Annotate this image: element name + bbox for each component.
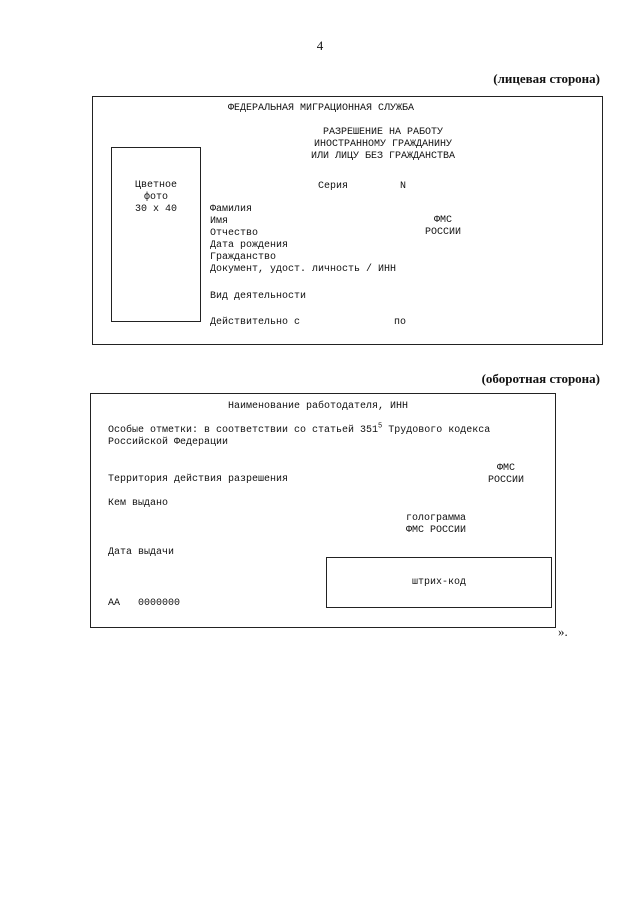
permit-title <box>293 127 473 163</box>
surname-field: Фамилия <box>210 204 253 215</box>
citizenship-field: Гражданство <box>210 252 277 263</box>
agency-title: ФЕДЕРАЛЬНАЯ МИГРАЦИОННАЯ СЛУЖБА <box>228 103 415 114</box>
employer-label: Наименование работодателя, ИНН <box>228 401 409 412</box>
fms-mark <box>418 215 468 239</box>
issued-by-label: Кем выдано <box>108 498 169 509</box>
barcode-box <box>326 557 552 608</box>
back-card <box>90 393 556 628</box>
photo-caption-line: 30 х 40 <box>134 204 177 215</box>
front-card <box>92 96 603 345</box>
activity-field: Вид деятельности <box>210 291 307 302</box>
permit-title-line: ИНОСТРАННОМУ ГРАЖДАНИНУ <box>313 139 453 150</box>
patronymic-field: Отчество <box>210 228 259 239</box>
number-label: N <box>400 181 407 192</box>
serial-number: 0000000 <box>138 598 181 609</box>
back-fms-mark <box>481 463 531 487</box>
special-marks-rest: Трудового кодекса <box>382 425 491 436</box>
fms-mark-line: ФМС <box>433 215 452 226</box>
photo-caption-line: Цветное <box>134 180 177 191</box>
fms-mark-line: РОССИИ <box>424 227 461 238</box>
photo-caption <box>112 180 200 216</box>
front-side-label: (лицевая сторона) <box>493 71 600 86</box>
permit-title-line: ИЛИ ЛИЦУ БЕЗ ГРАЖДАНСТВА <box>310 151 456 162</box>
birth-date-field: Дата рождения <box>210 240 289 251</box>
hologram-mark <box>396 513 476 537</box>
article-superscript: 5 <box>378 422 383 431</box>
special-marks-text: Особые отметки: в соответствии со статьей 351 <box>108 425 379 436</box>
hologram-line: голограмма <box>405 513 466 524</box>
valid-from-label: Действительно с <box>210 317 301 328</box>
series-code: АА <box>108 598 121 609</box>
hologram-line: ФМС РОССИИ <box>405 525 466 536</box>
issue-date-label: Дата выдачи <box>108 547 175 558</box>
photo-caption-line: фото <box>143 192 168 203</box>
back-fms-mark-line: ФМС <box>496 463 515 474</box>
special-marks-line <box>108 422 491 437</box>
closing-quote: ». <box>558 624 568 639</box>
barcode-label: штрих-код <box>411 577 466 588</box>
series-label: Серия <box>318 181 349 192</box>
territory-label: Территория действия разрешения <box>108 474 289 485</box>
back-fms-mark-line: РОССИИ <box>487 475 524 486</box>
id-document-field: Документ, удост. личность / ИНН <box>210 264 397 275</box>
special-marks-line2: Российской Федерации <box>108 437 229 448</box>
photo-placeholder <box>111 147 201 322</box>
permit-title-line: РАЗРЕШЕНИЕ НА РАБОТУ <box>322 127 444 138</box>
page-number: 4 <box>316 38 324 53</box>
valid-to-label: по <box>394 317 407 328</box>
back-side-label: (оборотная сторона) <box>481 371 600 386</box>
name-field: Имя <box>210 216 229 227</box>
